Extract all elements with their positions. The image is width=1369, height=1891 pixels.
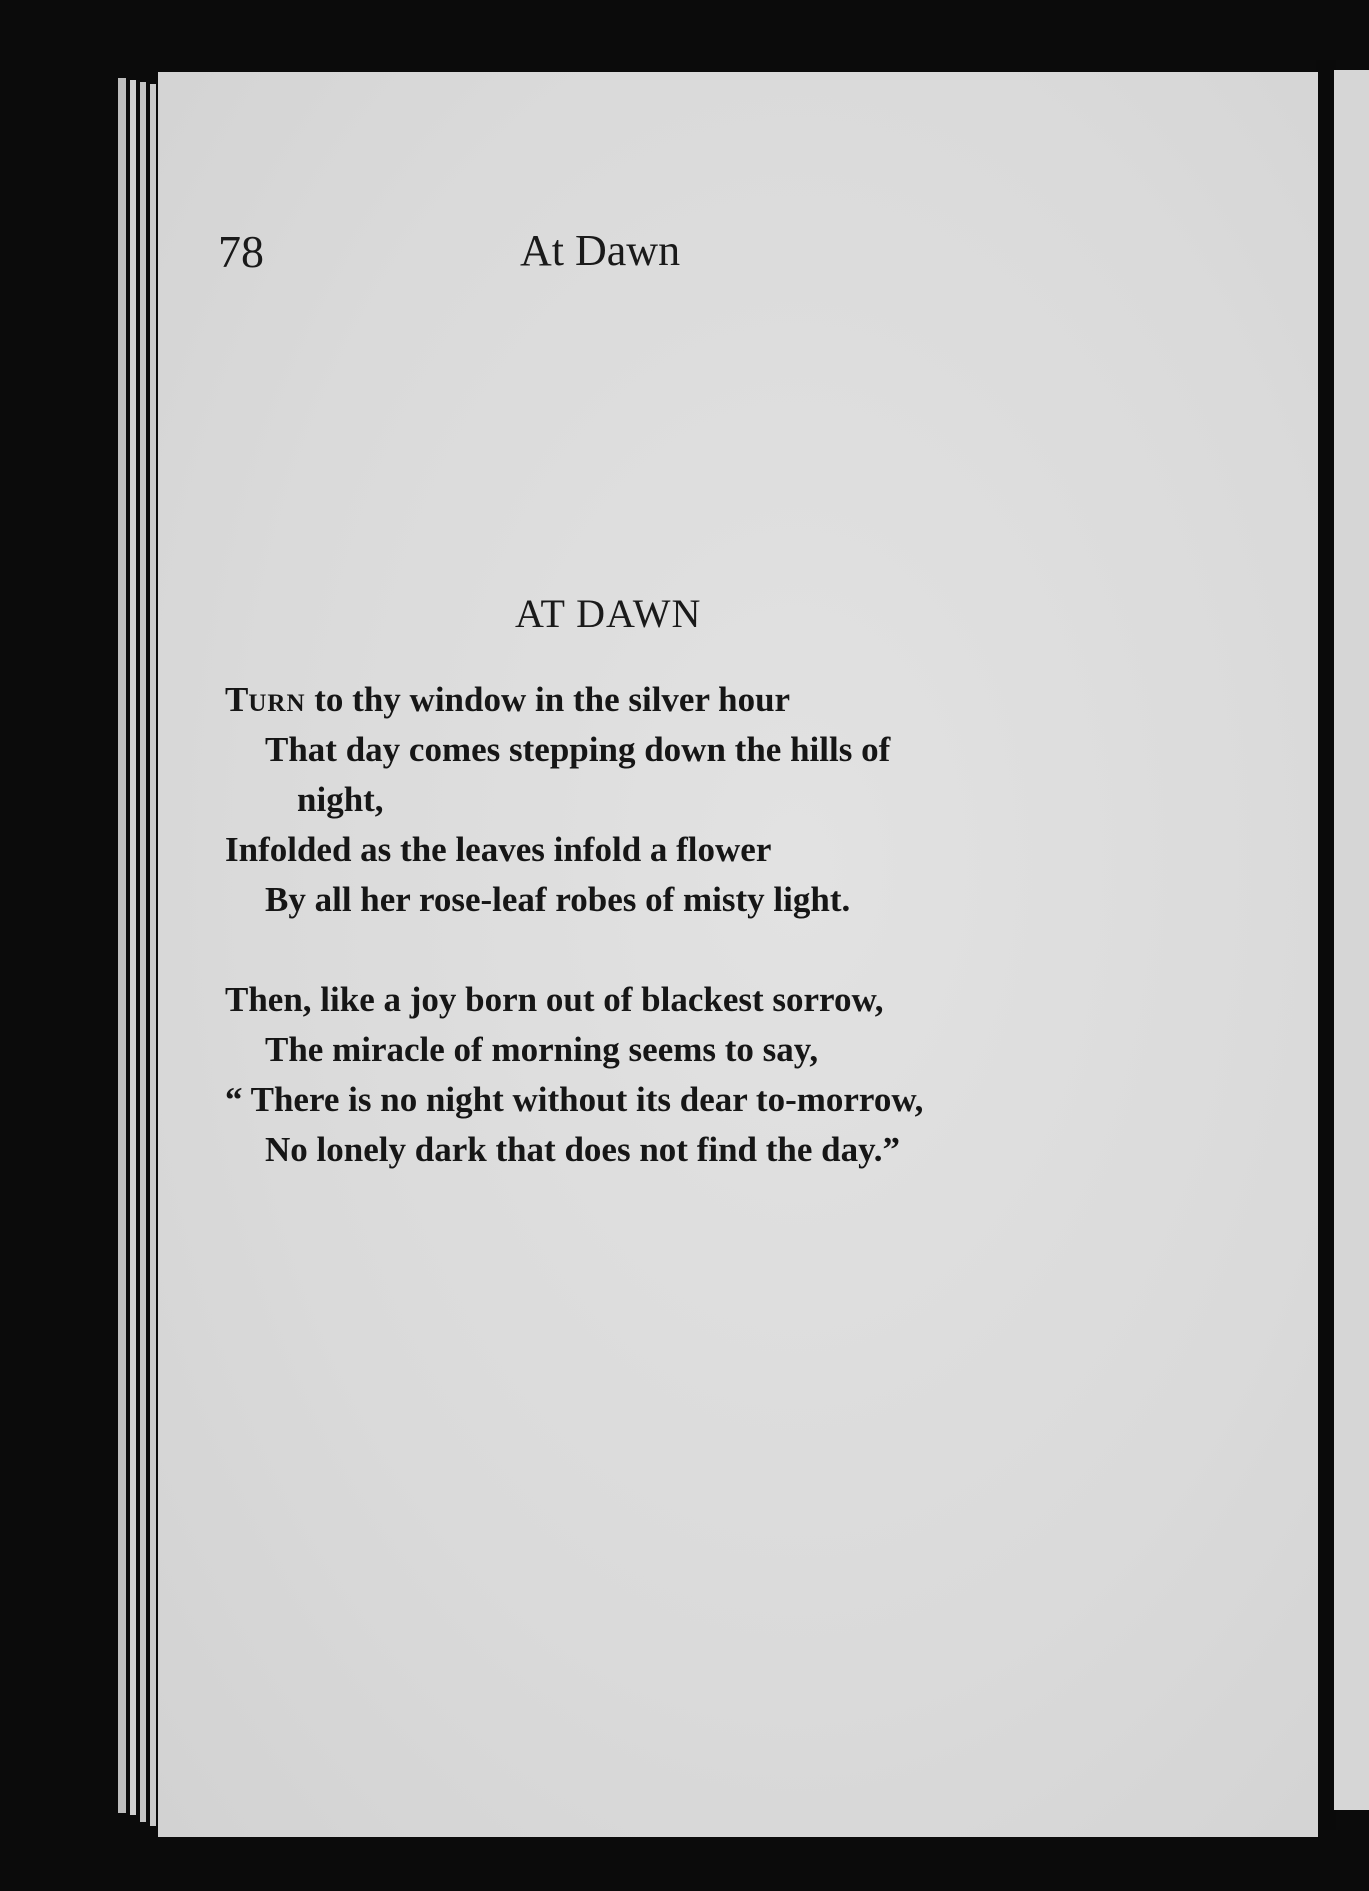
page-edge (118, 78, 126, 1813)
poem-line (225, 675, 1105, 725)
poem-line: No lonely dark that does not find the day.” (265, 1130, 900, 1169)
poem-title: AT DAWN (515, 591, 702, 636)
running-head (0, 225, 1369, 285)
facing-page-edge (1334, 70, 1369, 1810)
poem-line: Infolded as the leaves infold a flower (225, 830, 772, 869)
stanza-break (225, 925, 1105, 975)
book-gutter (1316, 60, 1336, 1830)
running-title: At Dawn (520, 226, 681, 275)
page-number: 78 (218, 226, 264, 277)
poem-line: By all her rose-leaf robes of misty light. (265, 880, 851, 919)
poem-line-text: to thy window in the silver hour (305, 680, 791, 719)
poem-body (225, 675, 1105, 1175)
stanza-2 (225, 975, 1105, 1175)
page-edge (140, 82, 146, 1822)
poem-line: That day comes stepping down the hills of (265, 730, 891, 769)
first-word-small-caps: URN (248, 690, 306, 717)
page-edge (130, 80, 136, 1815)
poem-line: Then, like a joy born out of blackest sorrow, (225, 980, 884, 1019)
poem-line: “ There is no night without its dear to-morrow, (225, 1080, 924, 1119)
first-word-initial: T (225, 680, 249, 719)
stanza-1 (225, 675, 1105, 925)
page-edge (150, 84, 156, 1826)
poem-line: The miracle of morning seems to say, (265, 1030, 819, 1069)
poem-line: night, (297, 780, 384, 819)
